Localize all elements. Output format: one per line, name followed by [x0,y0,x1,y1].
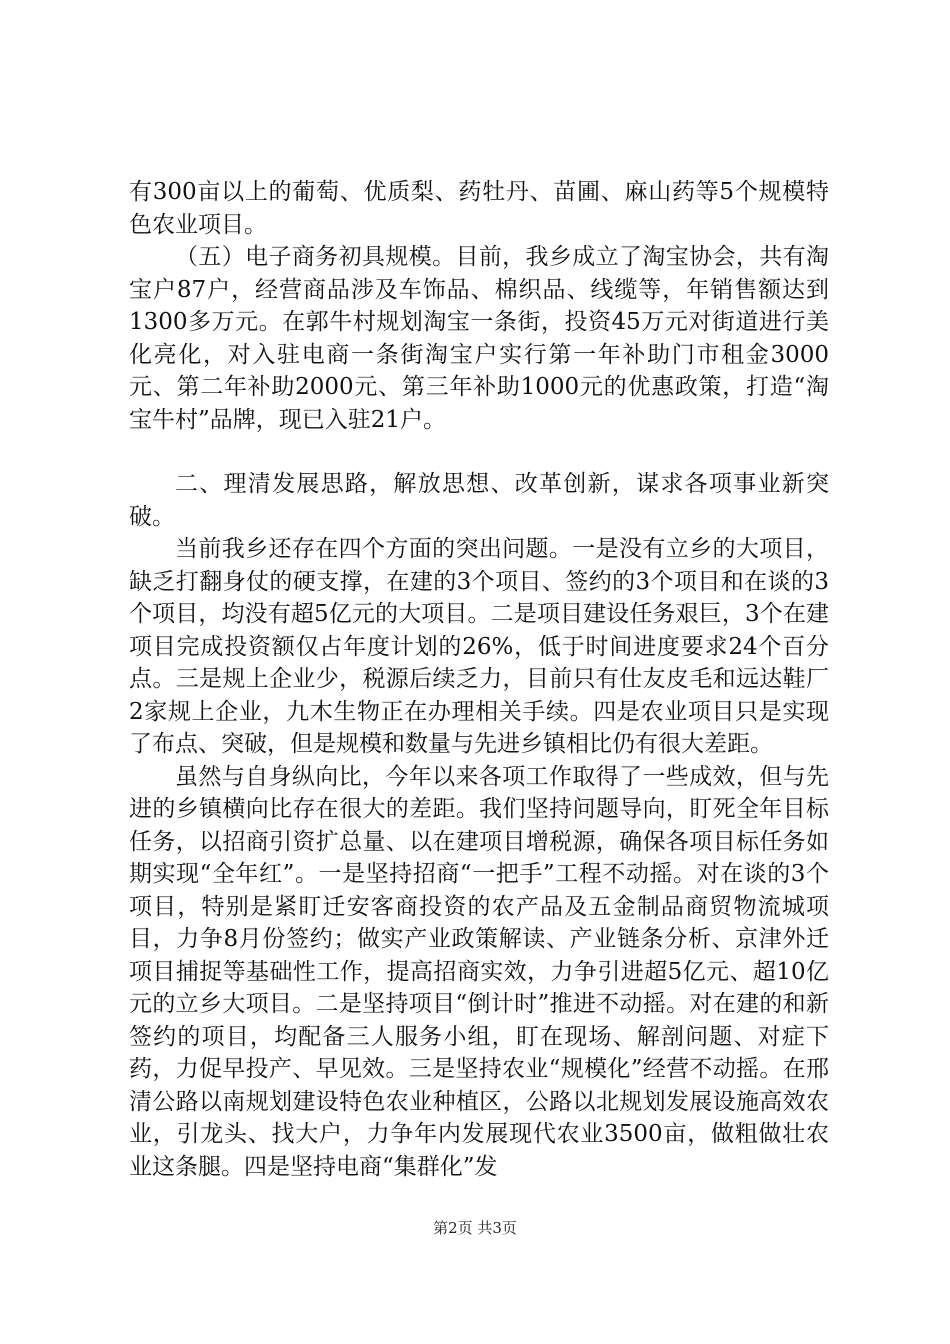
paragraph-ecommerce: （五）电子商务初具规模。目前，我乡成立了淘宝协会，共有淘宝户87户，经营商品涉及车饰品、棉织品、线缆等，年销售额达到1300多万元。在郭牛村规划淘宝一条街，投资45万元对街道进行美化亮化，对入驻电商一条街淘宝户实行第一年补助门市租金3000元、第二年补助2000元、第三年补助1000元的优惠政策，打造“淘宝牛村”品牌，现已入驻21户。 [129,244,829,433]
paragraph-measures: 虽然与自身纵向比，今年以来各项工作取得了一些成效，但与先进的乡镇横向比存在很大的差距。我们坚持问题导向，盯死全年目标任务，以招商引资扩总量、以在建项目增税源，确保各项目标任务如期实现“全年红”。一是坚持招商“一把手”工程不动摇。对在谈的3个项目，特别是紧盯迁安客商投资的农产品及五金制品商贸物流城项目，力争8月份签约；做实产业政策解读、产业链条分析、京津外迁项目捕捉等基础性工作，提高招商实效，力争引进超5亿元、超10亿元的立乡大项目。二是坚持项目“倒计时”推进不动摇。对在建的和新签约的项目，均配备三人服务小组，盯在现场、解剖问题、对症下药，力促早投产、早见效。三是坚持农业“规模化”经营不动摇。在邢清公路以南规划建设特色农业种植区，公路以北规划发展设施高效农业，引龙头、找大户，力争年内发展现代农业3500亩，做粗做壮农业这条腿。四是坚持电商“集群化”发 [129,763,829,1180]
section-heading: 二、理清发展思路，解放思想、改革创新，谋求各项事业新突破。 [129,471,829,530]
paragraph-continuation: 有300亩以上的葡萄、优质梨、药牡丹、苗圃、麻山药等5个规模特色农业项目。 [129,179,829,238]
paragraph-gap [129,436,829,468]
document-body [129,176,829,1183]
page-footer: 第2页 共3页 [433,1219,517,1237]
paragraph-problems: 当前我乡还存在四个方面的突出问题。一是没有立乡的大项目，缺乏打翻身仗的硬支撑，在建的3个项目、签约的3个项目和在谈的3个项目，均没有超5亿元的大项目。二是项目建设任务艰巨，3个在建项目完成投资额仅占年度计划的26%，低于时间进度要求24个百分点。三是规上企业少，税源后续乏力，目前只有仕友皮毛和远达鞋厂2家规上企业，九木生物正在办理相关手续。四是农业项目只是实现了布点、突破，但是规模和数量与先进乡镇相比仍有很大差距。 [129,536,829,757]
